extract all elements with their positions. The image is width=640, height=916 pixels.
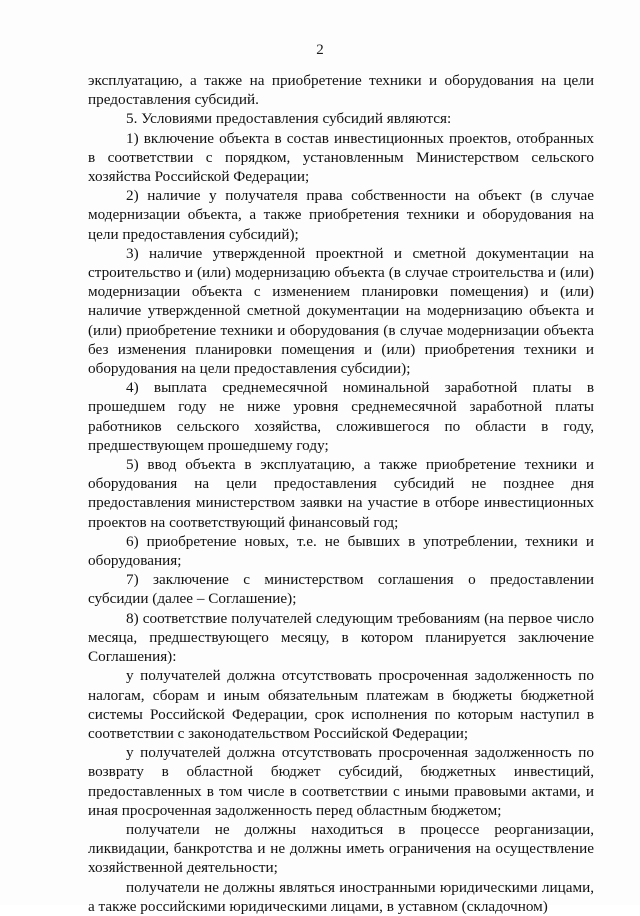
paragraph-requirement-reorganization: получатели не должны находиться в процессе реорганизации, ликвидации, банкротства и не должны иметь ограничения на осуществление хозяйственной деятельности; [88,820,594,877]
paragraph-condition-8: 8) соответствие получателей следующим требованиям (на первое число месяца, предшествующего месяцу, в котором планируется заключение Соглашения): [88,609,594,666]
paragraph-condition-2: 2) наличие у получателя права собственности на объект (в случае модернизации объекта, а также приобретения техники и оборудования на цели предоставления субсидий); [88,187,594,243]
paragraph-continuation: эксплуатацию, а также на приобретение техники и оборудования на цели предоставления субсидий. [88,72,594,109]
paragraph-condition-1: 1) включение объекта в состав инвестиционных проектов, отобранных в соответствии с порядком, установленным Министерством сельского хозяйства Российской Федерации; [88,129,594,186]
paragraph-section-5-heading: 5. Условиями предоставления субсидий являются: [126,110,452,128]
paragraph-requirement-tax-debt: у получателей должна отсутствовать просроченная задолженность по налогам, сборам и иным обязательным платежам в бюджеты бюджетной системы Российской Федерации, срок исполнения по которым наступил в соответствии с законодательством Российской Федерации; [88,667,594,742]
paragraph-condition-6: 6) приобретение новых, т.е. не бывших в употреблении, техники и оборудования; [88,532,594,570]
paragraph-requirement-budget-debt: у получателей должна отсутствовать просроченная задолженность по возврату в областной бюджет субсидий, бюджетных инвестиций, предоставленных в том числе в соответствии с иными правовыми актами, и иная просроченная задолженность перед областным бюджетом; [88,744,594,819]
paragraph-condition-7: 7) заключение с министерством соглашения о предоставлении субсидии (далее – Соглашение); [88,571,594,608]
document-body [88,71,594,916]
paragraph-condition-5: 5) ввод объекта в эксплуатацию, а также приобретение техники и оборудования на цели предоставления субсидий не позднее дня предоставления министерством заявки на участие в отборе инвестиционных проектов на соответствующий финансовый год; [88,456,594,531]
paragraph-requirement-foreign-entities: получатели не должны являться иностранными юридическими лицами, а также российскими юридическими лицами, в уставном (складочном) [88,878,594,915]
paragraph-condition-4: 4) выплата среднемесячной номинальной заработной платы в прошедшем году не ниже уровня среднемесячной заработной платы работников сельского хозяйства, сложившегося по области в году, предшествующем прошедшему году; [88,379,594,454]
page-number: 2 [316,42,324,58]
paragraph-condition-3: 3) наличие утвержденной проектной и сметной документации на строительство и (или) модернизацию объекта (в случае строительства и (или) модернизации объекта с изменением планировки помещения) и (или) наличие утвержденной сметной документации на модернизацию объекта и (или) приобретение техники и оборудования (в случае модернизации объекта без изменения планировки помещения и (или) приобретения техники и оборудования на цели предоставления субсидии); [88,244,594,378]
